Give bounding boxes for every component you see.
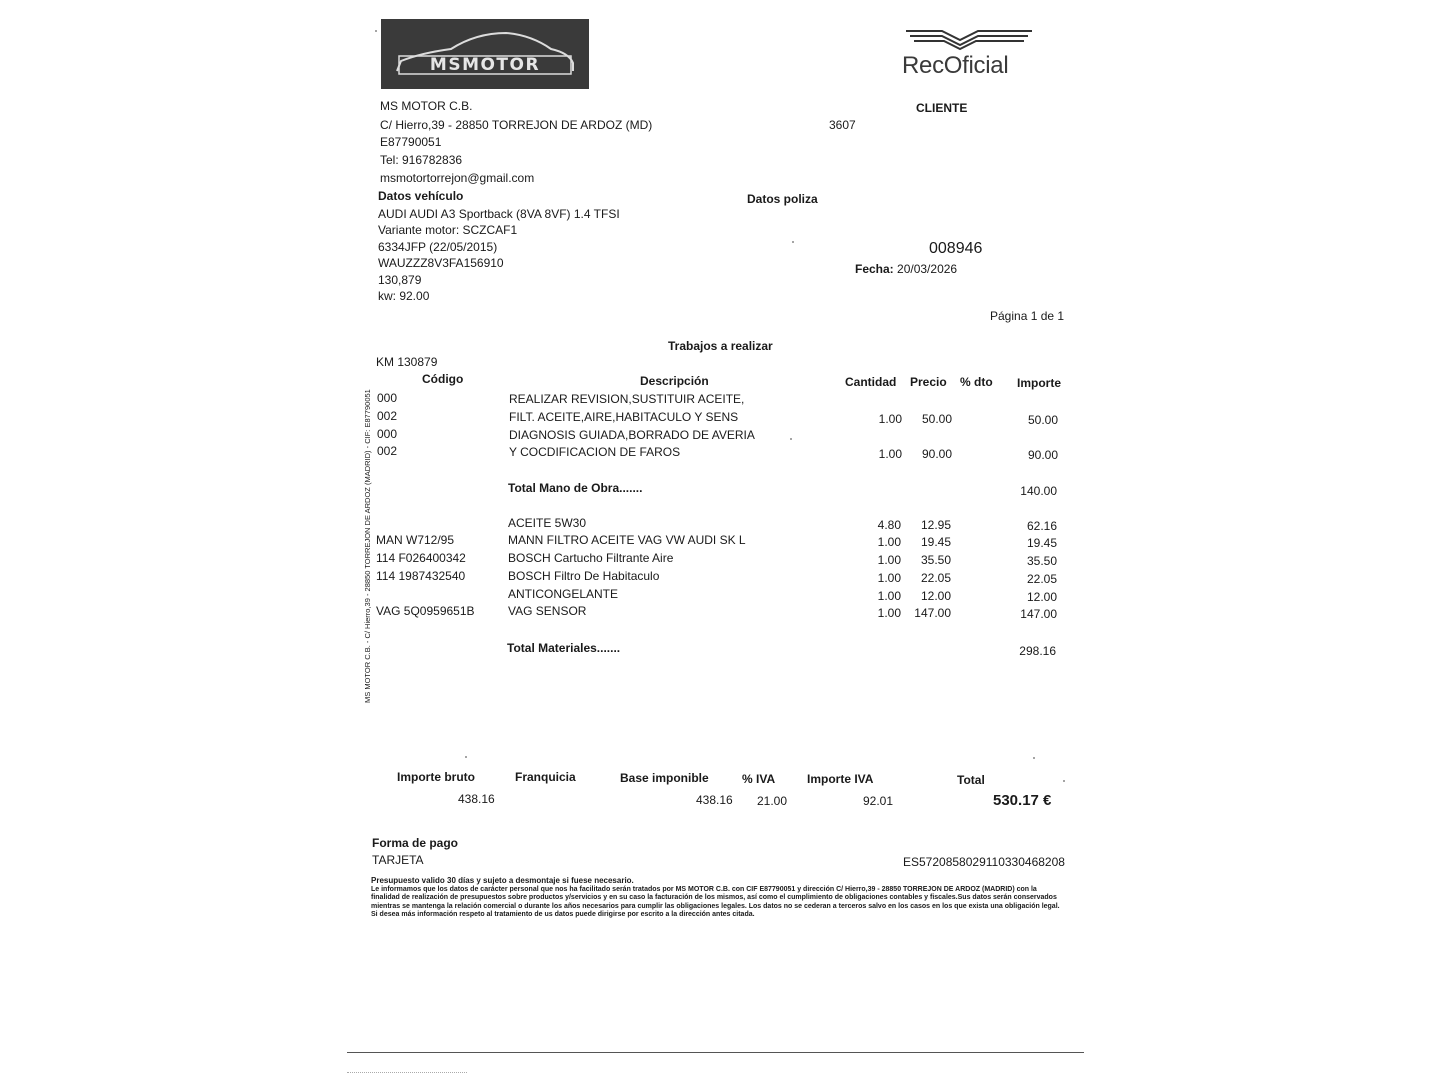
client-label: CLIENTE: [916, 101, 968, 115]
scan-speck: [465, 756, 467, 758]
document-date: 20/03/2026: [897, 262, 958, 276]
header-code: Código: [422, 372, 464, 386]
materials-total: 298.16: [1019, 644, 1056, 658]
labor-row-desc: Y COCDIFICACION DE FAROS: [509, 445, 681, 459]
company-address: C/ Hierro,39 - 28850 TORREJON DE ARDOZ (MD): [380, 118, 653, 132]
scan-speck: [1063, 780, 1065, 782]
material-row-code: MAN W712/95: [376, 533, 455, 547]
material-row-amount: 62.16: [1026, 519, 1057, 533]
company-email: msmotortorrejon@gmail.com: [380, 171, 535, 185]
labor-row-amount: 90.00: [1027, 448, 1058, 462]
labor-row-price: 90.00: [921, 447, 952, 461]
material-row-qty: 1.00: [877, 571, 901, 585]
scan-speck: [790, 438, 792, 440]
header-discount: % dto: [960, 375, 993, 389]
msmotor-logo-text: MSMOTOR: [429, 55, 541, 75]
vehicle-vin: WAUZZZ8V3FA156910: [378, 256, 504, 270]
vehicle-kw: kw: 92.00: [378, 289, 430, 303]
material-row-code: 114 F026400342: [376, 551, 466, 565]
header-quantity: Cantidad: [845, 375, 897, 389]
scan-speck: [1033, 757, 1035, 759]
materials-total-label: Total Materiales.......: [507, 641, 621, 655]
labor-row-desc: REALIZAR REVISION,SUSTITUIR ACEITE,: [509, 392, 745, 406]
material-row-qty: 1.00: [877, 589, 901, 603]
material-row-price: 12.95: [920, 518, 951, 532]
vat-pct-label: % IVA: [742, 772, 776, 786]
base-label: Base imponible: [620, 771, 709, 785]
labor-row-qty: 1.00: [878, 412, 902, 426]
material-row-price: 19.45: [920, 535, 951, 549]
labor-row-code: 000: [377, 427, 398, 441]
document-number: 008946: [929, 240, 983, 257]
recoficial-logo-text: RecOficial: [902, 52, 1009, 79]
legal-privacy: Le informamos que los datos de carácter personal que nos ha facilitado serán tratados por MS MOTOR C.B. con CIF E87790051 y dirección C/ Hierro,39 - 28850 TORREJON DE ARDOZ (MADRID) con la finalidad de realización de presupuestos sobre productos y/servicios y en su caso la facturación de los mismos, así como el cumplimiento de obligaciones contables y fiscales.Sus datos serán conservados mientras se mantenga la relación comercial o durante los años necesarios para cumplir las obligaciones legales. Los datos no se cederan a terceros salvo en los casos en los que exista una obligación legal. Si desea más información respeto al tratamiento de us datos puede dirigirse por escrito a la dirección antes citada.: [371, 885, 1060, 919]
material-row-desc: BOSCH Filtro De Habitaculo: [508, 569, 660, 583]
gross-value: 438.16: [458, 792, 495, 806]
legal-validity: Presupuesto valido 30 días y sujeto a desmontaje si fuese necesario.: [371, 876, 634, 885]
vehicle-engine: Variante motor: SCZCAF1: [378, 223, 518, 237]
material-row-qty: 1.00: [877, 606, 901, 620]
material-row-desc: VAG SENSOR: [508, 604, 587, 618]
material-row-price: 35.50: [920, 553, 951, 567]
company-cif: E87790051: [380, 135, 442, 149]
car-silhouette-icon: [381, 19, 589, 89]
msmotor-logo: [381, 19, 589, 89]
material-row-amount: 12.00: [1026, 590, 1057, 604]
company-name: MS MOTOR C.B.: [380, 99, 473, 113]
material-row-amount: 35.50: [1026, 554, 1057, 568]
labor-total-label: Total Mano de Obra.......: [508, 481, 643, 495]
material-row-price: 147.00: [914, 606, 951, 620]
material-row-qty: 1.00: [877, 553, 901, 567]
material-row-desc: ACEITE 5W30: [508, 516, 587, 530]
labor-row-qty: 1.00: [878, 447, 902, 461]
page-indicator: Página 1 de 1: [990, 309, 1065, 323]
labor-total: 140.00: [1020, 484, 1057, 498]
material-row-amount: 147.00: [1020, 607, 1057, 621]
page-bottom-dotted-rule: [347, 1072, 467, 1074]
recoficial-stripes-icon: [900, 28, 1038, 52]
legal-notice: [371, 877, 1061, 920]
header-description: Descripción: [640, 374, 709, 388]
total-value: 530.17 €: [993, 792, 1052, 809]
side-vertical-text: MS MOTOR C.B. - C/ Hierro,39 - 28850 TORREJON DE ARDOZ (MADRID) - CIF: E87790051: [363, 389, 372, 703]
vat-amount-value: 92.01: [863, 794, 894, 808]
payment-iban: ES5720858029110330468208: [903, 855, 1065, 869]
vehicle-model: AUDI AUDI A3 Sportback (8VA 8VF) 1.4 TFSI: [378, 207, 620, 221]
payment-method: TARJETA: [372, 853, 424, 867]
payment-label: Forma de pago: [372, 836, 459, 850]
material-row-amount: 19.45: [1026, 536, 1057, 550]
header-price: Precio: [910, 375, 947, 389]
material-row-qty: 4.80: [877, 518, 901, 532]
gross-label: Importe bruto: [397, 770, 475, 784]
base-value: 438.16: [696, 793, 733, 807]
vat-pct-value: 21.00: [757, 794, 788, 808]
material-row-code: 114 1987432540: [376, 569, 466, 583]
km-note: KM 130879: [376, 355, 438, 369]
labor-row-amount: 50.00: [1027, 413, 1058, 427]
labor-row-code: 002: [377, 444, 398, 458]
vehicle-plate: 6334JFP (22/05/2015): [378, 240, 498, 254]
vehicle-km: 130,879: [378, 273, 422, 287]
material-row-price: 12.00: [920, 589, 951, 603]
page-bottom-rule: [347, 1052, 1084, 1053]
labor-row-price: 50.00: [921, 412, 952, 426]
material-row-code: VAG 5Q0959651B: [376, 604, 475, 618]
vat-amount-label: Importe IVA: [807, 772, 874, 786]
date-label: Fecha:: [855, 262, 894, 276]
policy-label: Datos poliza: [747, 192, 818, 206]
works-title: Trabajos a realizar: [668, 339, 773, 353]
labor-row-desc: DIAGNOSIS GUIADA,BORRADO DE AVERIA: [509, 428, 755, 442]
document-date-row: [855, 262, 957, 276]
material-row-qty: 1.00: [877, 535, 901, 549]
scan-speck: [792, 241, 794, 243]
labor-row-desc: FILT. ACEITE,AIRE,HABITACULO Y SENS: [509, 410, 739, 424]
client-code: 3607: [829, 118, 856, 132]
vehicle-label: Datos vehículo: [378, 189, 464, 203]
material-row-amount: 22.05: [1026, 572, 1057, 586]
franchise-label: Franquicia: [515, 770, 576, 784]
material-row-desc: ANTICONGELANTE: [508, 587, 619, 601]
material-row-price: 22.05: [920, 571, 951, 585]
total-label: Total: [957, 773, 985, 787]
header-amount: Importe: [1017, 376, 1062, 390]
material-row-desc: MANN FILTRO ACEITE VAG VW AUDI SK L: [508, 533, 746, 547]
company-phone: Tel: 916782836: [380, 153, 463, 167]
labor-row-code: 000: [377, 391, 398, 405]
material-row-desc: BOSCH Cartucho Filtrante Aire: [508, 551, 674, 565]
scan-speck: [375, 30, 377, 32]
labor-row-code: 002: [377, 409, 398, 423]
